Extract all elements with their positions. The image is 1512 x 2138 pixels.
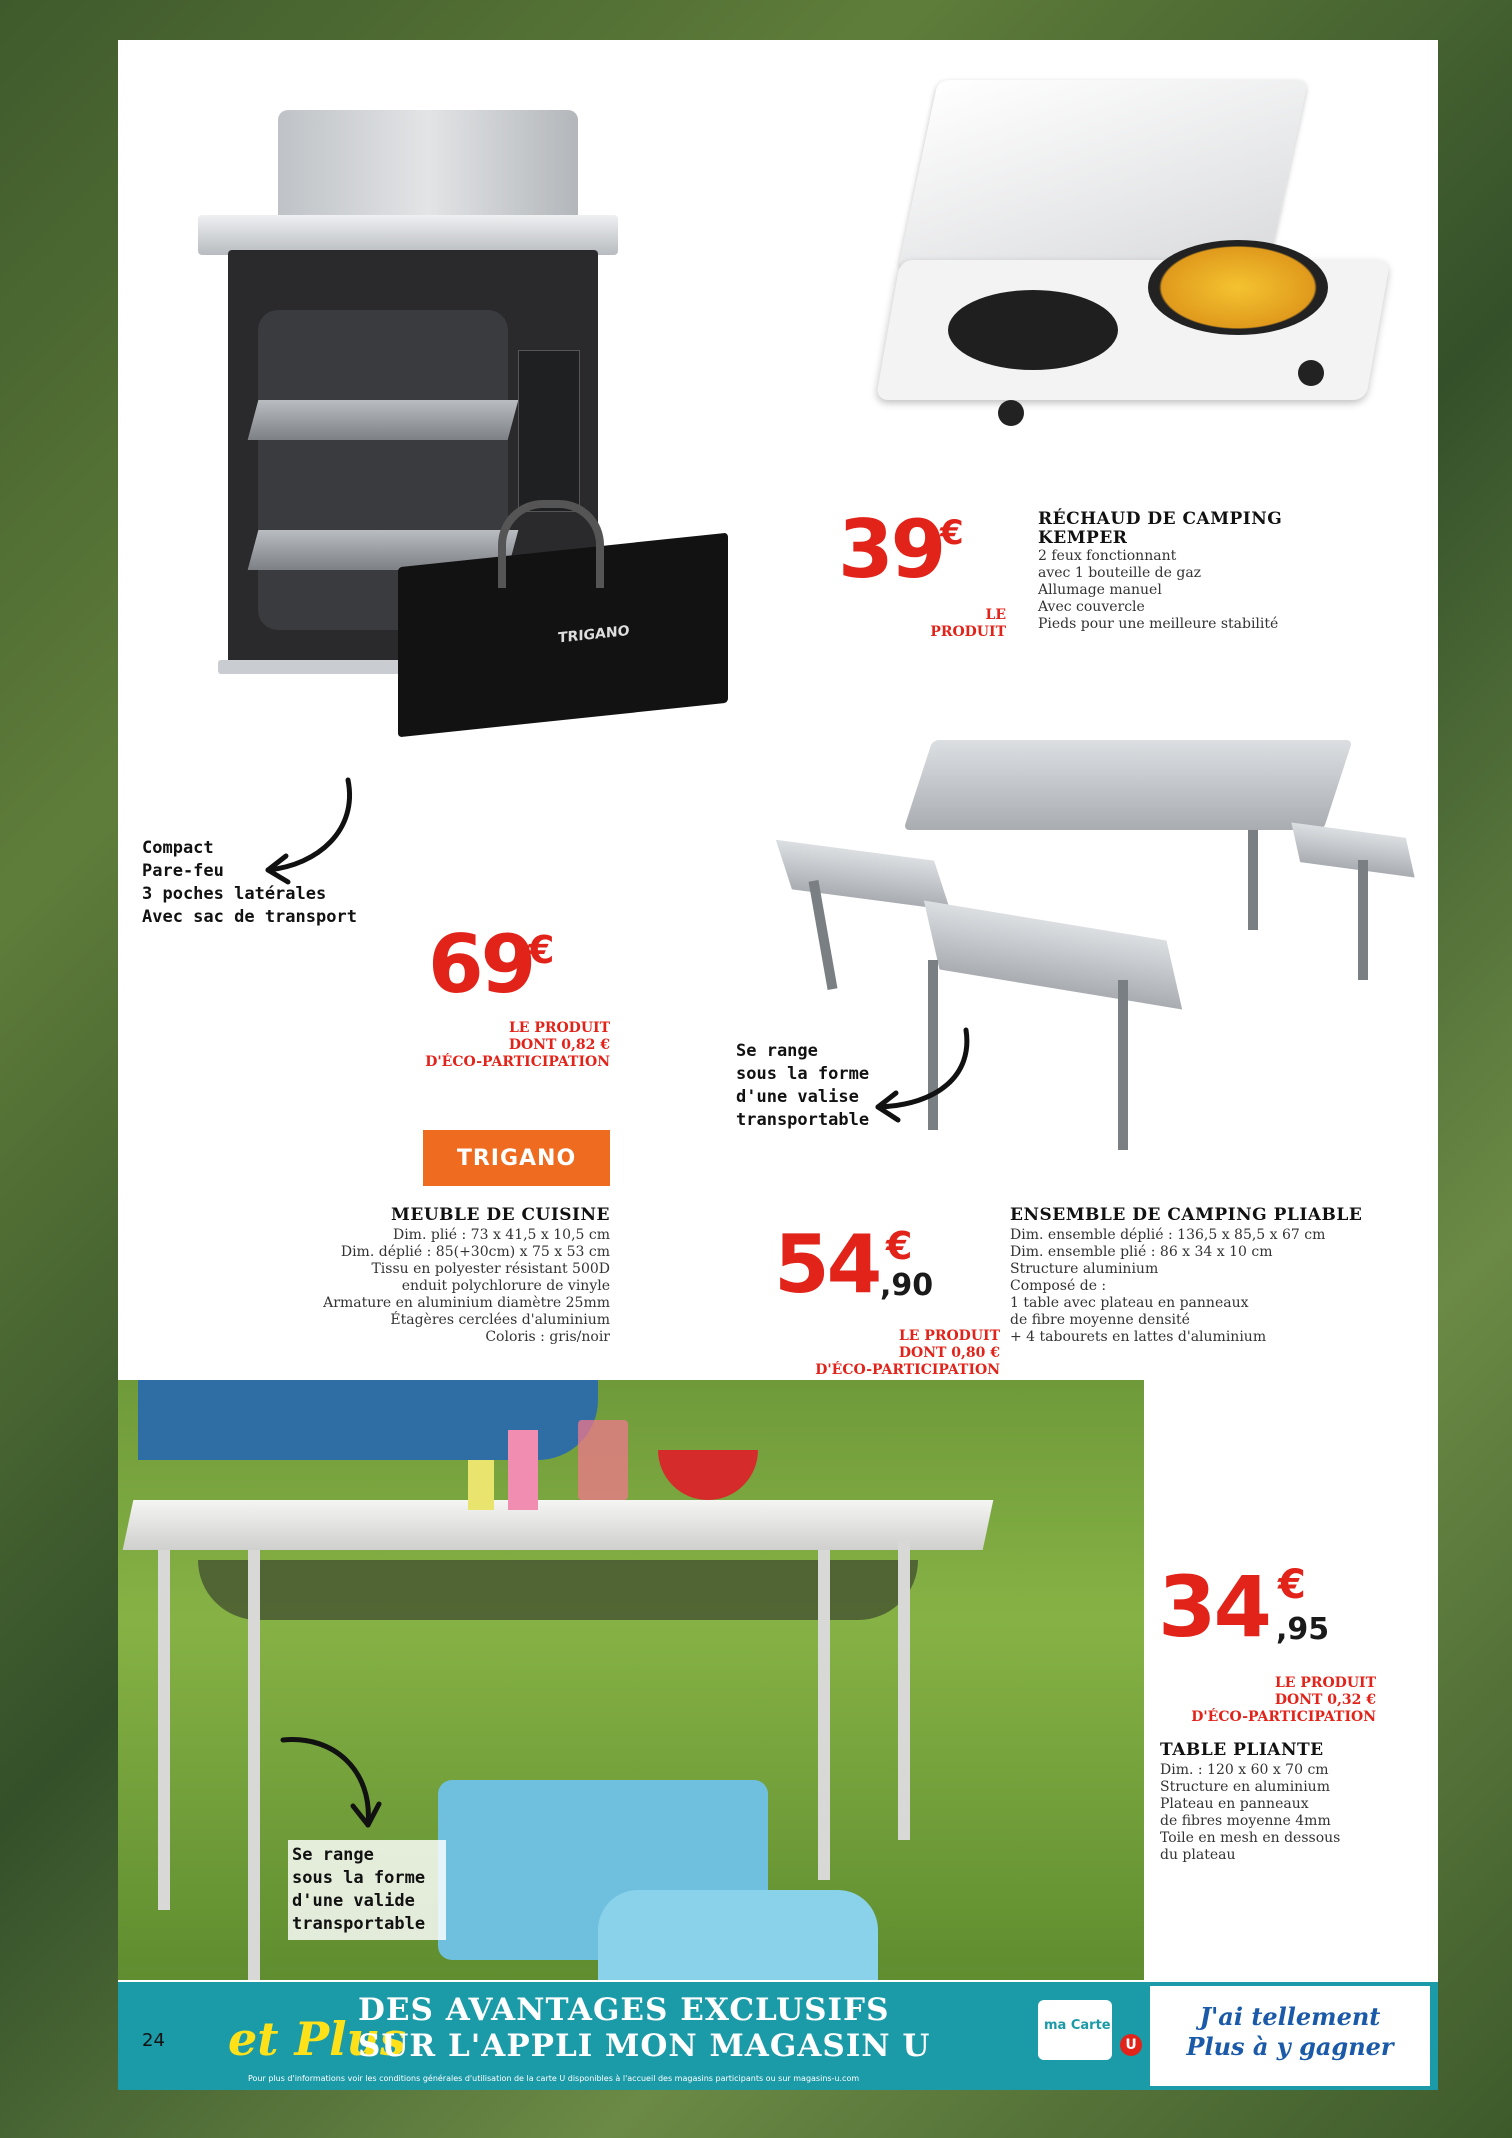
callout-line: 3 poches latérales (142, 884, 327, 904)
product-title: MEUBLE DE CUISINE (391, 1205, 610, 1225)
callout-line: Compact (142, 838, 214, 858)
ma-carte-card: ma Carte (1038, 2000, 1112, 2060)
folding-table-price-note (1118, 1675, 1376, 1726)
desc-line: 1 table avec plateau en panneaux (1010, 1295, 1249, 1311)
product-title: TABLE PLIANTE (1160, 1740, 1324, 1760)
callout-line: d'une valise (736, 1087, 859, 1107)
desc-line: Dim. ensemble déplié : 136,5 x 85,5 x 67 cm (1010, 1227, 1326, 1243)
desc-line: Toile en mesh en dessous (1160, 1830, 1341, 1846)
desc-line: Étagères cerclées d'aluminium (390, 1312, 610, 1328)
callout-line: d'une valide (292, 1891, 415, 1911)
folding-table-photo (118, 1380, 1144, 1980)
folding-table-callout (288, 1840, 446, 1940)
slogan-line: J'ai tellement (1199, 2002, 1381, 2031)
desc-line: Dim. déplié : 85(+30cm) x 75 x 53 cm (340, 1244, 610, 1260)
desc-line: 2 feux fonctionnant (1038, 548, 1177, 564)
product-description (248, 1227, 610, 1346)
price-integer: 69 (428, 918, 534, 1011)
camping-stove-image (858, 60, 1398, 480)
callout-line: sous la forme (292, 1868, 426, 1888)
picnic-info (1010, 1205, 1410, 1346)
price-note-line: DONT 0,80 € (898, 1345, 1000, 1361)
stove-price-note: LE PRODUIT (930, 607, 1006, 640)
desc-line: avec 1 bouteille de gaz (1038, 565, 1202, 581)
footer-line: SUR L'APPLI MON MAGASIN U (358, 2028, 931, 2064)
price-note-line: D'ÉCO-PARTICIPATION (815, 1362, 1000, 1378)
desc-line: du plateau (1160, 1847, 1236, 1863)
page-number: 24 (142, 2030, 165, 2051)
desc-line: Plateau en panneaux (1160, 1796, 1309, 1812)
trigano-brand-badge: TRIGANO (423, 1130, 610, 1186)
footer-line: DES AVANTAGES EXCLUSIFS (358, 1992, 890, 2028)
fine-print: Pour plus d'informations voir les conditions générales d'utilisation de la carte U disponibles à l'accueil des magasins participants ou sur magasins-u.com (248, 2074, 860, 2083)
folding-table-info (1160, 1740, 1420, 1864)
desc-line: Allumage manuel (1038, 582, 1162, 598)
price-note-line: D'ÉCO-PARTICIPATION (425, 1054, 610, 1070)
desc-line: Structure en aluminium (1160, 1779, 1330, 1795)
curved-arrow-icon (248, 770, 358, 890)
callout-line: Avec sac de transport (142, 907, 357, 927)
price-integer: 34 (1158, 1558, 1269, 1656)
callout-line: transportable (736, 1110, 870, 1130)
desc-line: Dim. : 120 x 60 x 70 cm (1160, 1762, 1329, 1778)
slogan-box (1150, 1986, 1430, 2086)
price-note-line: DONT 0,82 € (508, 1037, 610, 1053)
picnic-price-note (768, 1328, 1000, 1379)
price-note-line: DONT 0,32 € (1274, 1692, 1376, 1708)
price-integer: 39 (838, 503, 944, 596)
currency-symbol: € (940, 513, 964, 553)
price-note-line: D'ÉCO-PARTICIPATION (1191, 1709, 1376, 1725)
desc-line: Armature en aluminium diamètre 25mm (323, 1295, 610, 1311)
price-integer: 54 (774, 1218, 880, 1311)
product-title-line: KEMPER (1038, 528, 1128, 548)
picnic-price (774, 1218, 964, 1325)
product-description (1038, 548, 1398, 633)
slogan-line: Plus à y gagner (1186, 2032, 1394, 2061)
desc-line: Pieds pour une meilleure stabilité (1038, 616, 1279, 632)
callout-line: Se range (736, 1041, 818, 1061)
product-title-line: RÉCHAUD DE CAMPING (1038, 509, 1283, 529)
curved-arrow-icon (858, 1025, 978, 1125)
desc-line: Composé de : (1010, 1278, 1107, 1294)
desc-line: Dim. ensemble plié : 86 x 34 x 10 cm (1010, 1244, 1273, 1260)
desc-line: Structure aluminium (1010, 1261, 1159, 1277)
desc-line: enduit polychlorure de vinyle (401, 1278, 610, 1294)
bag-brand-label: TRIGANO (558, 623, 630, 647)
kitchen-info (248, 1205, 610, 1346)
folding-table-price (1158, 1558, 1358, 1675)
product-title: ENSEMBLE DE CAMPING PLIABLE (1010, 1205, 1363, 1225)
stove-info (1038, 510, 1398, 633)
et-plus-logo: et Plus (228, 2012, 406, 2066)
product-description (1160, 1762, 1420, 1864)
catalog-page (118, 40, 1438, 2090)
desc-line: Tissu en polyester résistant 500D (371, 1261, 610, 1277)
product-description (1010, 1227, 1410, 1346)
desc-line: Dim. plié : 73 x 41,5 x 10,5 cm (392, 1227, 610, 1243)
desc-line: de fibre moyenne densité (1010, 1312, 1190, 1328)
currency-symbol: € (886, 1224, 913, 1268)
stove-price (838, 503, 988, 610)
desc-line: de fibres moyenne 4mm (1160, 1813, 1331, 1829)
price-note-line: LE PRODUIT (898, 1328, 1000, 1344)
price-cents: ,95 (1276, 1612, 1330, 1647)
price-note-line: LE PRODUIT (508, 1020, 610, 1036)
footer-banner (118, 1982, 1438, 2090)
desc-line: + 4 tabourets en lattes d'aluminium (1010, 1329, 1267, 1345)
curved-arrow-icon (273, 1730, 383, 1840)
price-note-line: LE PRODUIT (1274, 1675, 1376, 1691)
kitchen-price (428, 918, 668, 1025)
kitchen-cabinet-image (158, 80, 718, 720)
price-cents: ,90 (880, 1268, 934, 1303)
currency-symbol: € (1278, 1562, 1306, 1608)
currency-symbol: € (528, 928, 555, 972)
callout-line: transportable (292, 1914, 426, 1934)
callout-line: Se range (292, 1845, 374, 1865)
desc-line: Coloris : gris/noir (485, 1329, 610, 1345)
callout-line: Pare-feu (142, 861, 224, 881)
desc-line: Avec couvercle (1038, 599, 1145, 615)
kitchen-price-note (398, 1020, 610, 1071)
u-logo-icon: U (1120, 2034, 1142, 2056)
callout-line: sous la forme (736, 1064, 870, 1084)
